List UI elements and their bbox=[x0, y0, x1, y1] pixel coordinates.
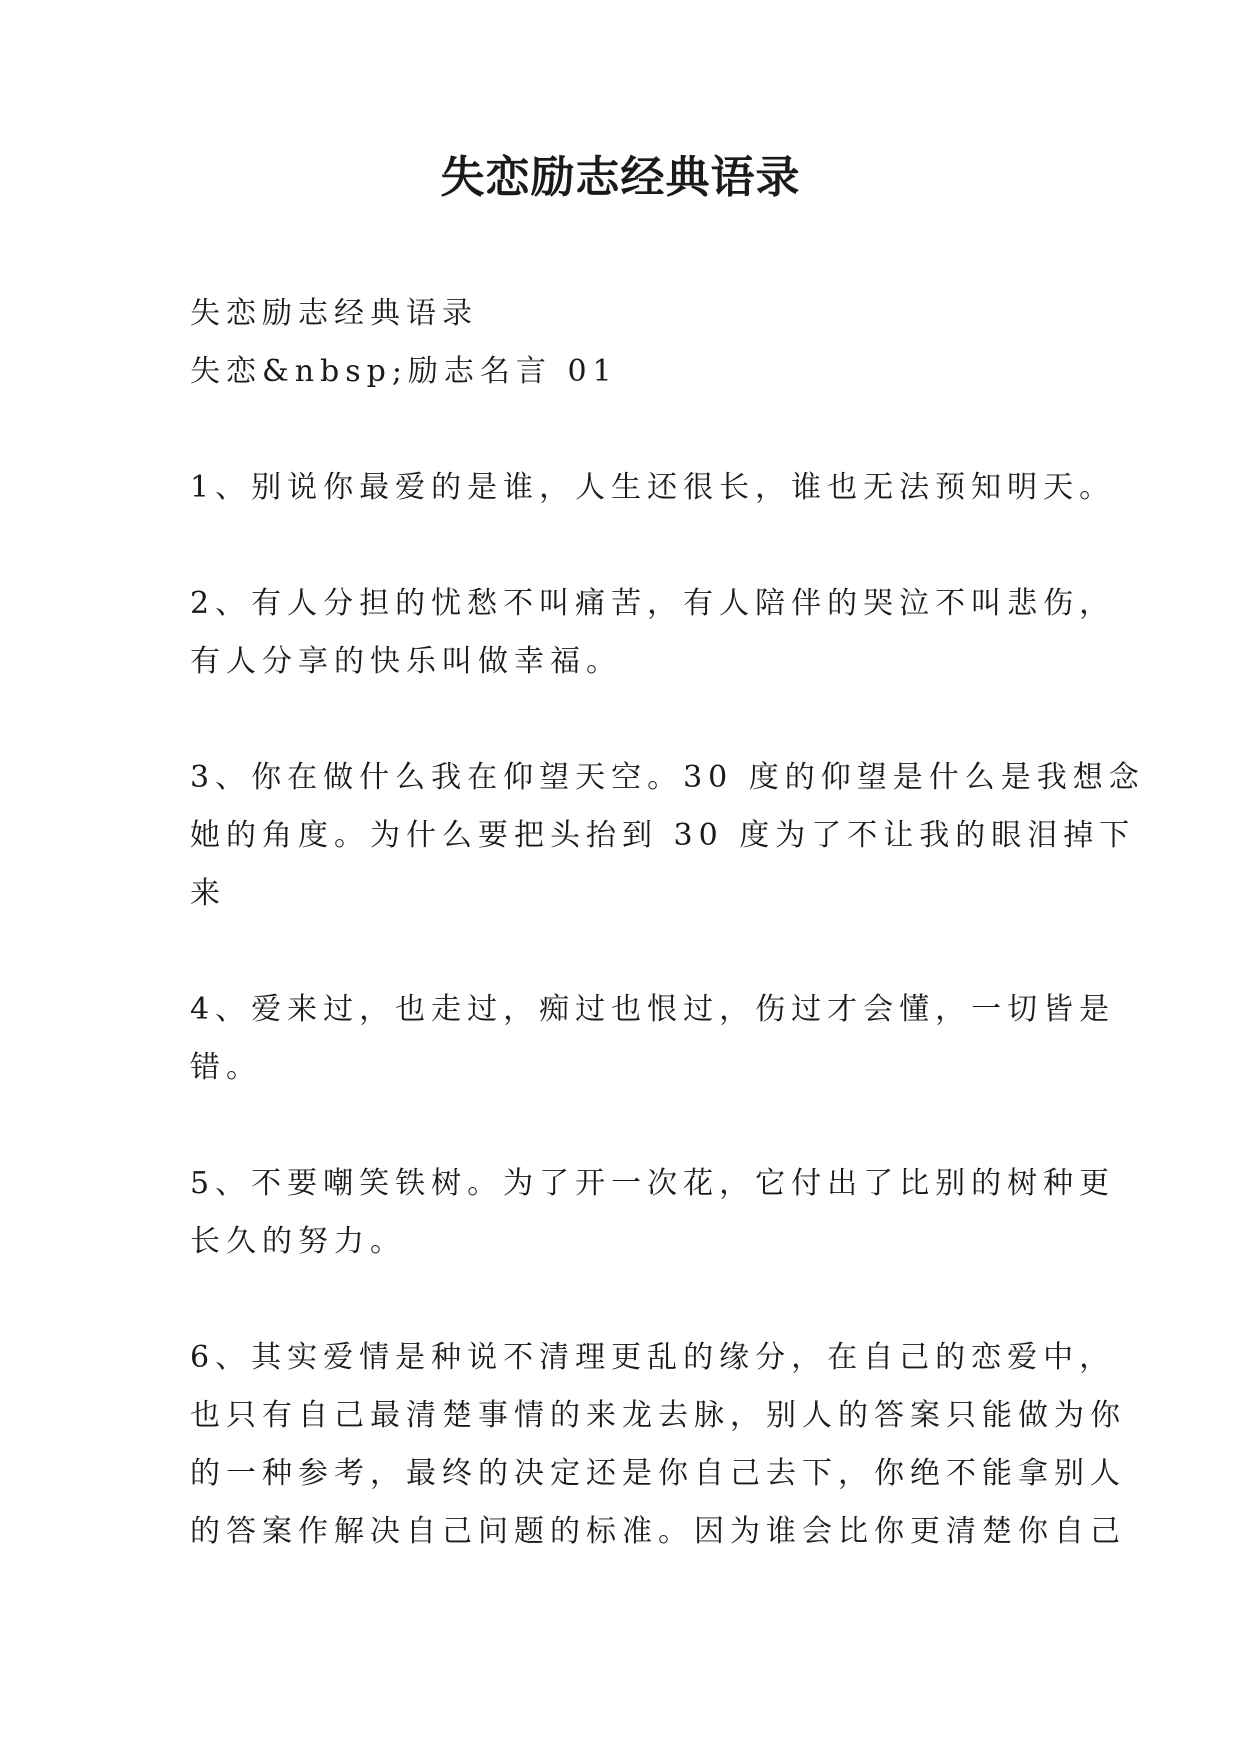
document-title: 失恋励志经典语录 bbox=[440, 152, 801, 203]
paragraph-3-line: 3、你在做什么我在仰望天空。30 度的仰望是什么是我想念 bbox=[190, 760, 1145, 795]
paragraph-2-line: 2、有人分担的忧愁不叫痛苦，有人陪伴的哭泣不叫悲伤， bbox=[190, 586, 1116, 621]
paragraph-gap bbox=[190, 923, 1060, 981]
paragraph-3-line: 来 bbox=[190, 876, 226, 911]
paragraph-gap bbox=[190, 517, 1060, 575]
paragraph-4-line: 4、爱来过，也走过，痴过也恨过，伤过才会懂，一切皆是 bbox=[190, 992, 1116, 1027]
intro-line: 失恋&nbsp;励志名言 01 bbox=[190, 354, 618, 389]
paragraph-6-line: 也只有自己最清楚事情的来龙去脉，别人的答案只能做为你 bbox=[190, 1398, 1126, 1433]
paragraph-6-line: 的答案作解决自己问题的标准。因为谁会比你更清楚你自己 bbox=[190, 1514, 1126, 1549]
paragraph-6-line: 6、其实爱情是种说不清理更乱的缘分，在自己的恋爱中， bbox=[190, 1340, 1116, 1375]
paragraph-gap bbox=[190, 691, 1060, 749]
paragraph-5-line: 5、不要嘲笑铁树。为了开一次花，它付出了比别的树种更 bbox=[190, 1166, 1116, 1201]
paragraph-gap bbox=[190, 1097, 1060, 1155]
paragraph-6-line: 的一种参考，最终的决定还是你自己去下，你绝不能拿别人 bbox=[190, 1456, 1126, 1491]
paragraph-gap bbox=[190, 401, 1060, 459]
paragraph-2-line: 有人分享的快乐叫做幸福。 bbox=[190, 644, 622, 679]
paragraph-1-line: 1、别说你最爱的是谁，人生还很长，谁也无法预知明天。 bbox=[190, 470, 1116, 505]
paragraph-gap bbox=[190, 1271, 1060, 1329]
intro-line: 失恋励志经典语录 bbox=[190, 296, 478, 331]
paragraph-4-line: 错。 bbox=[190, 1050, 262, 1085]
document-body bbox=[190, 285, 1145, 1561]
paragraph-3-line: 她的角度。为什么要把头抬到 30 度为了不让我的眼泪掉下 bbox=[190, 818, 1136, 853]
paragraph-5-line: 长久的努力。 bbox=[190, 1224, 406, 1259]
